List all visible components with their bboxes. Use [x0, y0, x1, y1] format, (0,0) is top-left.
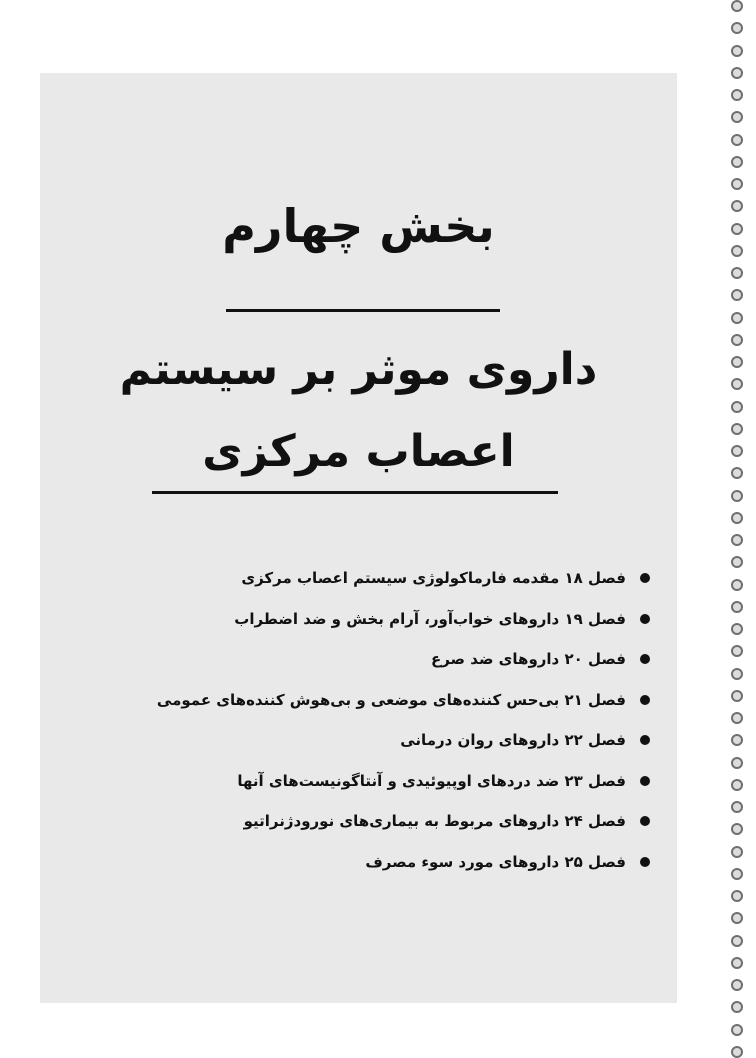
binding-ring-icon	[731, 111, 743, 123]
binding-ring-icon	[731, 846, 743, 858]
chapter-label: فصل ۲۳ ضد دردهای اوپیوئیدی و آنتاگونیست‌های آنها	[237, 771, 626, 790]
chapter-item	[130, 761, 650, 802]
bullet-icon	[640, 776, 650, 786]
chapter-list	[130, 558, 650, 882]
binding-ring-icon	[731, 712, 743, 724]
bullet-icon	[640, 654, 650, 664]
binding-ring-icon	[731, 668, 743, 680]
binding-ring-icon	[731, 200, 743, 212]
binding-ring-icon	[731, 490, 743, 502]
divider-short	[226, 309, 500, 312]
bullet-icon	[640, 573, 650, 583]
spiral-binding	[726, 0, 748, 1058]
chapter-label: فصل ۲۱ بی‌حس کننده‌های موضعی و بی‌هوش کننده‌های عمومی	[156, 690, 626, 709]
binding-ring-icon	[731, 289, 743, 301]
chapter-item	[130, 801, 650, 842]
binding-ring-icon	[731, 245, 743, 257]
binding-ring-icon	[731, 401, 743, 413]
chapter-label: فصل ۲۴ داروهای مربوط به بیماری‌های نورودژنراتیو	[243, 812, 626, 831]
chapter-label: فصل ۱۹ داروهای خواب‌آور، آرام بخش و ضد اضطراب	[234, 609, 626, 628]
divider-long	[152, 491, 558, 494]
bullet-icon	[640, 695, 650, 705]
chapter-item	[130, 599, 650, 640]
binding-ring-icon	[731, 868, 743, 880]
binding-ring-icon	[731, 178, 743, 190]
binding-ring-icon	[731, 801, 743, 813]
binding-ring-icon	[731, 356, 743, 368]
section-heading-line-2: اعصاب مرکزی	[202, 426, 515, 477]
binding-ring-icon	[731, 645, 743, 657]
chapter-item	[130, 558, 650, 599]
binding-ring-icon	[731, 45, 743, 57]
section-heading-line-1: داروی موثر بر سیستم	[119, 344, 598, 395]
binding-ring-icon	[731, 156, 743, 168]
binding-ring-icon	[731, 1024, 743, 1036]
chapter-item	[130, 639, 650, 680]
binding-ring-icon	[731, 334, 743, 346]
binding-ring-icon	[731, 89, 743, 101]
binding-ring-icon	[731, 22, 743, 34]
binding-ring-icon	[731, 445, 743, 457]
binding-ring-icon	[731, 579, 743, 591]
binding-ring-icon	[731, 467, 743, 479]
binding-ring-icon	[731, 223, 743, 235]
chapter-label: فصل ۲۲ داروهای روان درمانی	[400, 731, 626, 750]
binding-ring-icon	[731, 601, 743, 613]
binding-ring-icon	[731, 734, 743, 746]
binding-ring-icon	[731, 267, 743, 279]
binding-ring-icon	[731, 378, 743, 390]
bullet-icon	[640, 614, 650, 624]
binding-ring-icon	[731, 890, 743, 902]
binding-ring-icon	[731, 757, 743, 769]
binding-ring-icon	[731, 534, 743, 546]
binding-ring-icon	[731, 823, 743, 835]
binding-ring-icon	[731, 779, 743, 791]
binding-ring-icon	[731, 556, 743, 568]
binding-ring-icon	[731, 0, 743, 12]
chapter-item	[130, 720, 650, 761]
bullet-icon	[640, 735, 650, 745]
binding-ring-icon	[731, 979, 743, 991]
binding-ring-icon	[731, 690, 743, 702]
binding-ring-icon	[731, 312, 743, 324]
binding-ring-icon	[731, 957, 743, 969]
chapter-label: فصل ۱۸ مقدمه فارماکولوژی سیستم اعصاب مرکزی	[241, 569, 626, 588]
binding-ring-icon	[731, 423, 743, 435]
binding-ring-icon	[731, 512, 743, 524]
bullet-icon	[640, 816, 650, 826]
chapter-label: فصل ۲۵ داروهای مورد سوء مصرف	[365, 852, 626, 871]
part-title: بخش چهارم	[222, 199, 495, 253]
binding-ring-icon	[731, 1001, 743, 1013]
chapter-label: فصل ۲۰ داروهای ضد صرع	[430, 650, 626, 669]
binding-ring-icon	[731, 1046, 743, 1058]
chapter-item	[130, 842, 650, 883]
binding-ring-icon	[731, 623, 743, 635]
chapter-item	[130, 680, 650, 721]
binding-ring-icon	[731, 935, 743, 947]
binding-ring-icon	[731, 67, 743, 79]
binding-ring-icon	[731, 134, 743, 146]
binding-ring-icon	[731, 912, 743, 924]
bullet-icon	[640, 857, 650, 867]
